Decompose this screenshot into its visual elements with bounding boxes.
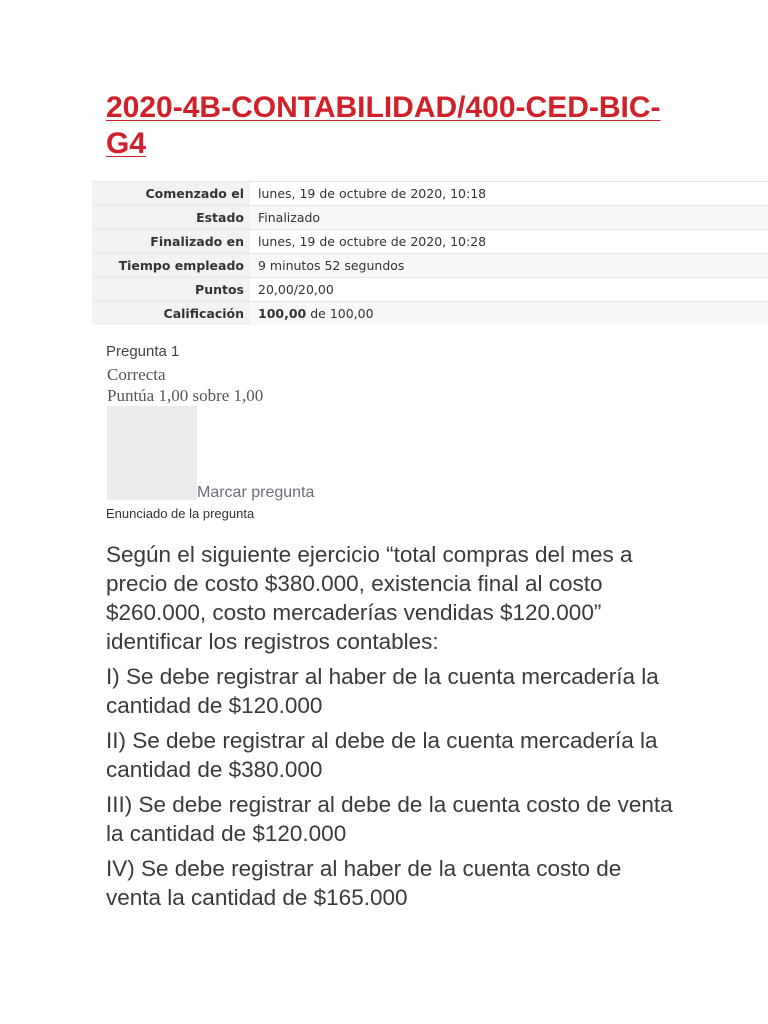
- question-grade: Puntúa 1,00 sobre 1,00: [107, 386, 264, 405]
- course-title-link[interactable]: 2020-4B-CONTABILIDAD/400-CED-BIC-G4: [106, 91, 661, 160]
- grade-value: 100,00: [258, 306, 307, 321]
- summary-value: Finalizado: [250, 206, 768, 230]
- summary-label: Finalizado en: [92, 230, 250, 254]
- summary-label: Comenzado el: [92, 182, 250, 206]
- question-statement-4: IV) Se debe registrar al haber de la cuenta costo de venta la cantidad de $165.000: [106, 856, 622, 910]
- question-stem-label: Enunciado de la pregunta: [106, 506, 255, 521]
- summary-label: Estado: [92, 206, 250, 230]
- summary-row-state: [92, 206, 768, 230]
- summary-row-time-taken: [92, 254, 768, 278]
- question-statement-2: II) Se debe registrar al debe de la cuenta mercadería la cantidad de $380.000: [106, 728, 658, 782]
- summary-label: Puntos: [92, 278, 250, 302]
- summary-label: Calificación: [92, 302, 250, 326]
- summary-value: 9 minutos 52 segundos: [250, 254, 768, 278]
- question-number: Pregunta 1: [106, 343, 180, 360]
- summary-row-started: [92, 182, 768, 206]
- summary-row-marks: [92, 278, 768, 302]
- summary-value: lunes, 19 de octubre de 2020, 10:28: [250, 230, 768, 254]
- question-statement-3: III) Se debe registrar al debe de la cuenta costo de venta la cantidad de $120.000: [106, 792, 673, 846]
- flag-question-link[interactable]: Marcar pregunta: [197, 484, 315, 501]
- summary-row-grade: [92, 302, 768, 326]
- summary-value: [250, 302, 768, 326]
- attempt-summary-table: [92, 181, 768, 325]
- grade-max: de 100,00: [306, 306, 374, 321]
- question-text: [106, 540, 676, 918]
- question-statement-1: I) Se debe registrar al haber de la cuenta mercadería la cantidad de $120.000: [106, 664, 659, 718]
- question-state: Correcta: [107, 365, 166, 384]
- summary-value: 20,00/20,00: [250, 278, 768, 302]
- flag-icon[interactable]: [107, 406, 197, 500]
- summary-label: Tiempo empleado: [92, 254, 250, 278]
- summary-row-finished: [92, 230, 768, 254]
- question-paragraph: Según el siguiente ejercicio “total compras del mes a precio de costo $380.000, existencia final al costo $260.000, costo mercaderías vendidas $120.000” identificar los registros contables:: [106, 542, 633, 654]
- summary-value: lunes, 19 de octubre de 2020, 10:18: [250, 182, 768, 206]
